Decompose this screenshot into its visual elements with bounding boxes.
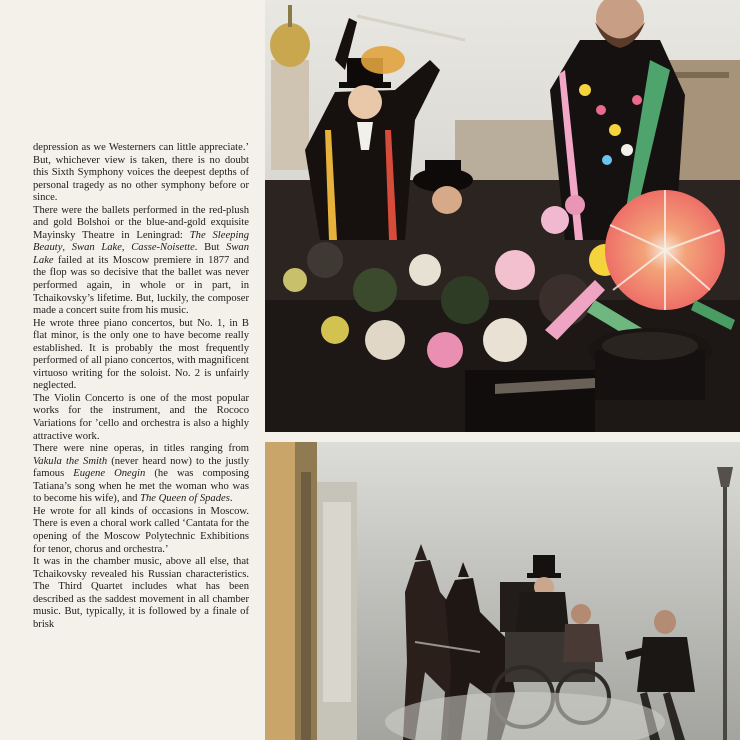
- article-paragraph: [33, 393, 249, 443]
- work-title: Swan Lake: [71, 242, 122, 254]
- article-paragraph: [33, 443, 249, 506]
- text-run: ,: [62, 242, 72, 254]
- work-title: Eugene Onegin: [73, 468, 146, 480]
- article-paragraph: [33, 205, 249, 318]
- article-paragraph: [33, 318, 249, 393]
- text-run: He wrote for all kinds of occasions in Moscow. There is even a choral work called ‘Cantata for the opening of the Moscow Polytechnic Exhibitions for tenor, chorus and orchestra.’: [33, 505, 249, 555]
- text-run: failed at its Moscow premiere in 1877 and the flop was so decisive that the ballet was never performed again, in whole or in part, in Tchaikovsky’s lifetime. But, luckily, the composer made a concert suite from his music.: [33, 254, 249, 317]
- article-column: [33, 142, 249, 631]
- text-run: depression as we Westerners can little appreciate.’ But, whichever view is taken, there is no doubt this Sixth Symphony voices the deepest depths of personal tragedy as no other symphony before or since.: [33, 142, 249, 204]
- text-run: (never heard now) to the justly famous: [33, 455, 249, 480]
- article-paragraph: [33, 556, 249, 631]
- work-title: Swan Lake: [33, 242, 249, 266]
- work-title: Casse-Noisette: [131, 242, 195, 254]
- text-run: (he was composing Tatiana’s song when he met the woman who was to become his wife), and: [33, 468, 249, 505]
- text-run: There were the ballets performed in the red-plush and gold Bolshoi or the blue-and-gold exquisite Mayinsky Theatre in Leningrad:: [33, 204, 249, 241]
- text-run: There were nine operas, in titles ranging from: [33, 443, 249, 455]
- procession-photo: [265, 0, 740, 432]
- text-run: ,: [121, 242, 132, 254]
- text-run: .: [229, 493, 233, 505]
- text-run: The Violin Concerto is one of the most popular works for the instrument, and the Rococo Variations for ’cello and orchestra is also a highly attractive work.: [33, 392, 249, 442]
- work-title: The Sleeping Beauty: [33, 229, 249, 254]
- text-run: . But: [194, 242, 227, 254]
- text-run: It was in the chamber music, above all else, that Tchaikovsky revealed his Russian characteristics. The Third Quartet includes what has been described as the saddest movement in all chamber music. But, typically, it is followed by a finale of brisk: [33, 556, 249, 630]
- article-paragraph: [33, 506, 249, 556]
- work-title: The Queen of Spades: [140, 493, 230, 505]
- carriage-photo: [265, 442, 740, 740]
- work-title: Vakula the Smith: [33, 455, 108, 467]
- article-paragraph: [33, 142, 249, 205]
- text-run: He wrote three piano concertos, but No. 1, in B flat minor, is the only one to have become really established. It is probably the most frequently performed of all piano concertos, with magnificent virtuoso writing for the soloist. No. 2 is unfairly neglected.: [33, 317, 249, 392]
